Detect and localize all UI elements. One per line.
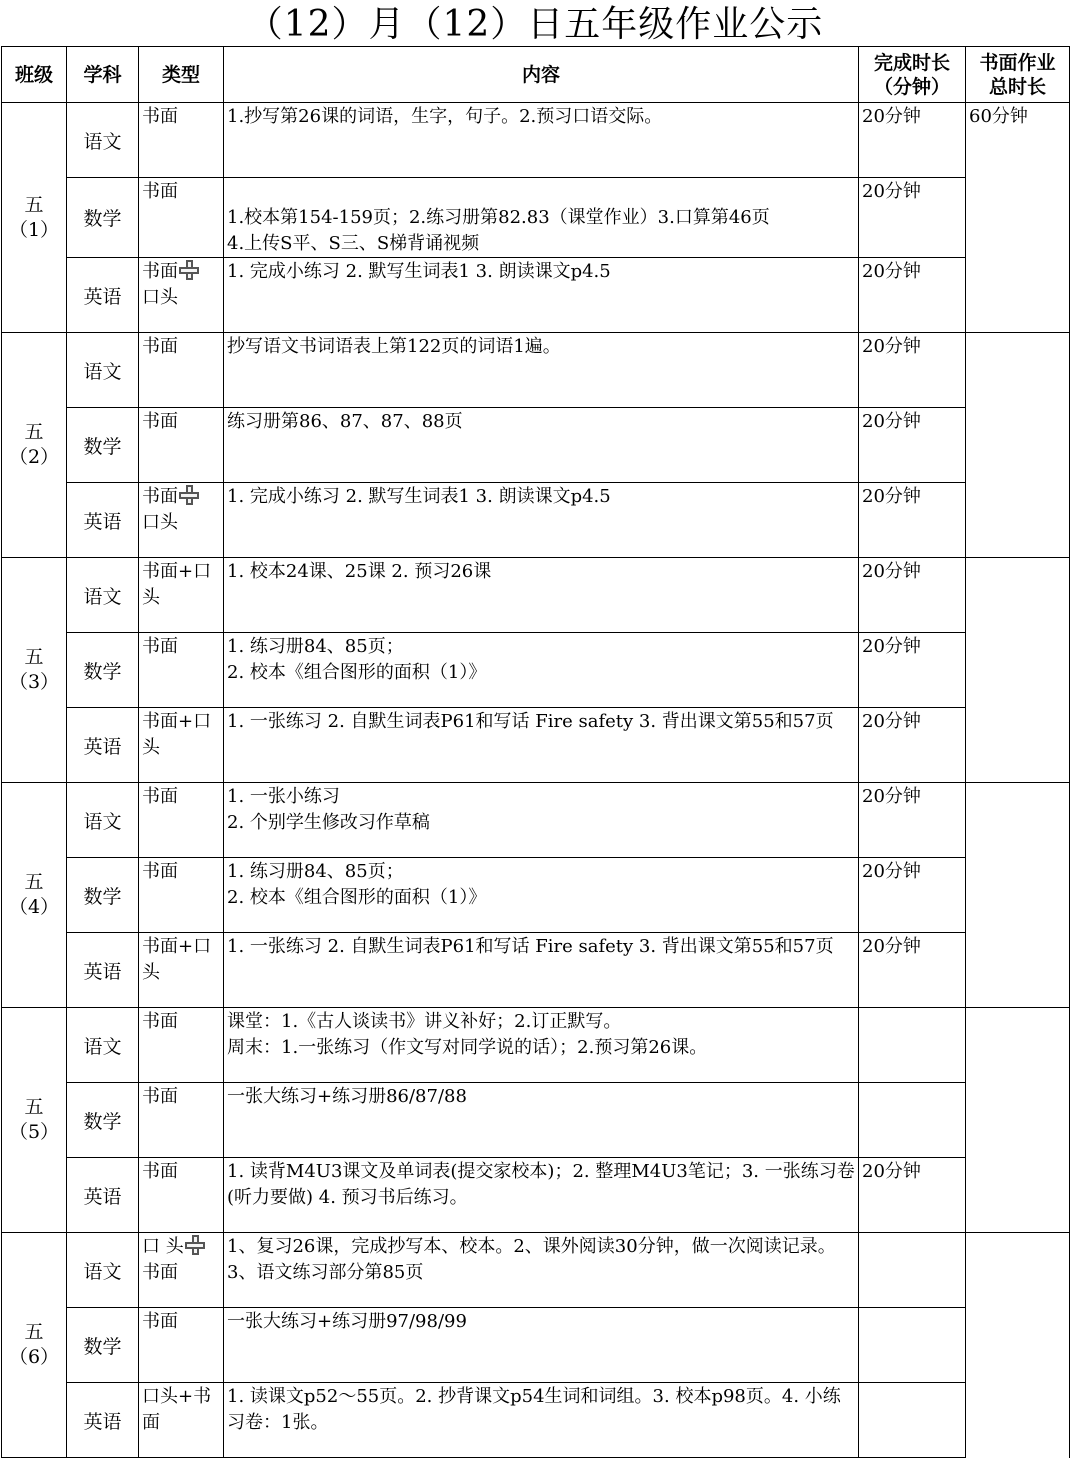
type-cell [139, 178, 224, 258]
header-total: 书面作业 总时长 [966, 47, 1070, 103]
content-text: 1. 完成小练习 2. 默写生词表1 3. 朗读课文p4.5 [227, 261, 611, 282]
time-cell: 20分钟 [859, 708, 966, 783]
content-cell [224, 708, 859, 783]
table-row [2, 1083, 1070, 1158]
class-cell [2, 1008, 67, 1233]
header-subject: 学科 [67, 47, 139, 103]
page-title: （12）月（12）日五年级作业公示 [246, 4, 824, 45]
content-cell [224, 1233, 859, 1308]
type-label: 书面 [142, 1161, 178, 1182]
type-cell [139, 1008, 224, 1083]
content-cell [224, 408, 859, 483]
subject-cell: 英语 [67, 258, 139, 333]
total-cell [966, 333, 1070, 558]
content-cell [224, 1008, 859, 1083]
header-time: 完成时长 （分钟） [859, 47, 966, 103]
subject-cell: 数学 [67, 633, 139, 708]
time-cell: 20分钟 [859, 178, 966, 258]
time-cell [859, 1083, 966, 1158]
subject-cell: 数学 [67, 1083, 139, 1158]
total-cell [966, 1008, 1070, 1233]
table-row [2, 1308, 1070, 1383]
type-label: 口头+书 面 [142, 1386, 212, 1433]
class-name: 五 （2） [8, 421, 60, 468]
type-label: 书面 [142, 261, 178, 282]
content-cell [224, 178, 859, 258]
type-label: 书面 [142, 411, 178, 432]
time-cell [859, 1233, 966, 1308]
total-cell [966, 1233, 1070, 1458]
plus-icon [185, 1235, 205, 1255]
content-cell [224, 933, 859, 1008]
type-label: 书面 [142, 636, 178, 657]
table-row [2, 858, 1070, 933]
content-text: 1. 练习册84、85页； 2. 校本《组合图形的面积（1）》 [227, 861, 487, 908]
content-text: 一张大练习+练习册97/98/99 [227, 1311, 467, 1332]
time-cell: 20分钟 [859, 333, 966, 408]
subject-cell: 语文 [67, 558, 139, 633]
class-cell [2, 103, 67, 333]
subject-cell: 数学 [67, 178, 139, 258]
header-type: 类型 [139, 47, 224, 103]
type-cell [139, 1383, 224, 1458]
type-cell [139, 258, 224, 333]
table-row [2, 1158, 1070, 1233]
subject-cell: 英语 [67, 933, 139, 1008]
content-cell [224, 103, 859, 178]
time-cell: 20分钟 [859, 408, 966, 483]
type-cell [139, 1233, 224, 1308]
class-cell [2, 558, 67, 783]
type-label: 书面 [142, 486, 178, 507]
subject-cell: 英语 [67, 1383, 139, 1458]
table-row [2, 408, 1070, 483]
type-label: 书面 [142, 336, 178, 357]
class-cell [2, 783, 67, 1008]
header-class: 班级 [2, 47, 67, 103]
header-content: 内容 [224, 47, 859, 103]
subject-cell: 数学 [67, 1308, 139, 1383]
type-label: 书面 [142, 861, 178, 882]
type-cell [139, 633, 224, 708]
time-cell: 20分钟 [859, 1158, 966, 1233]
table-row [2, 558, 1070, 633]
time-cell: 20分钟 [859, 933, 966, 1008]
content-cell [224, 783, 859, 858]
content-cell [224, 1083, 859, 1158]
content-cell [224, 1158, 859, 1233]
content-cell [224, 1308, 859, 1383]
table-row [2, 103, 1070, 178]
time-cell [859, 1008, 966, 1083]
subject-cell: 语文 [67, 333, 139, 408]
content-cell [224, 483, 859, 558]
table-row [2, 1008, 1070, 1083]
time-cell: 20分钟 [859, 558, 966, 633]
type-label-second: 口头 [142, 512, 178, 533]
homework-table [1, 46, 1070, 1458]
table-row [2, 178, 1070, 258]
time-cell [859, 1383, 966, 1458]
subject-cell: 语文 [67, 1008, 139, 1083]
type-label: 书面+口 头 [142, 711, 212, 758]
time-cell: 20分钟 [859, 258, 966, 333]
total-cell: 60分钟 [966, 103, 1070, 333]
content-cell [224, 558, 859, 633]
subject-cell: 语文 [67, 103, 139, 178]
subject-cell: 语文 [67, 1233, 139, 1308]
type-label: 口 头 [142, 1236, 184, 1257]
class-name: 五 （1） [8, 193, 60, 241]
type-label: 书面 [142, 106, 178, 127]
class-name: 五 （6） [8, 1321, 60, 1368]
type-label: 书面+口 头 [142, 936, 212, 983]
time-cell: 20分钟 [859, 858, 966, 933]
content-text: 1.校本第154-159页；2.练习册第82.83（课堂作业）3.口算第46页 4.上传S平、S三、S梯背诵视频 [227, 207, 770, 254]
content-cell [224, 1383, 859, 1458]
type-label-second: 口头 [142, 287, 178, 308]
type-label: 书面 [142, 1311, 178, 1332]
table-row [2, 708, 1070, 783]
subject-cell: 英语 [67, 708, 139, 783]
type-cell [139, 103, 224, 178]
content-cell [224, 333, 859, 408]
type-cell [139, 858, 224, 933]
type-cell [139, 1158, 224, 1233]
time-cell: 20分钟 [859, 783, 966, 858]
content-text: 抄写语文书词语表上第122页的词语1遍。 [227, 336, 561, 357]
content-text: 1. 一张练习 2. 自默生词表P61和写话 Fire safety 3. 背出课文第55和57页 [227, 711, 834, 732]
table-row [2, 258, 1070, 333]
content-text: 1. 校本24课、25课 2. 预习26课 [227, 561, 492, 582]
type-cell [139, 783, 224, 858]
content-text: 1. 一张小练习 2. 个别学生修改习作草稿 [227, 786, 430, 833]
content-text: 1、复习26课，完成抄写本、校本。2、课外阅读30分钟，做一次阅读记录。3、语文练习部分第85页 [227, 1236, 836, 1283]
table-row [2, 1383, 1070, 1458]
content-text: 练习册第86、87、87、88页 [227, 411, 463, 432]
table-row [2, 783, 1070, 858]
type-cell [139, 708, 224, 783]
type-label: 书面 [142, 1086, 178, 1107]
content-text: 1. 练习册84、85页； 2. 校本《组合图形的面积（1）》 [227, 636, 487, 683]
type-cell [139, 408, 224, 483]
class-name: 五 （4） [8, 871, 60, 918]
content-text: 1. 一张练习 2. 自默生词表P61和写话 Fire safety 3. 背出课文第55和57页 [227, 936, 834, 957]
subject-cell: 语文 [67, 783, 139, 858]
type-cell [139, 483, 224, 558]
content-cell [224, 858, 859, 933]
content-text: 1. 读背M4U3课文及单词表(提交家校本)；2. 整理M4U3笔记；3. 一张练习卷(听力要做) 4. 预习书后练习。 [227, 1161, 855, 1208]
type-cell [139, 558, 224, 633]
content-text: 1. 完成小练习 2. 默写生词表1 3. 朗读课文p4.5 [227, 486, 611, 507]
plus-icon [179, 260, 199, 280]
class-cell [2, 333, 67, 558]
table-row [2, 333, 1070, 408]
plus-icon [179, 485, 199, 505]
type-label: 书面 [142, 786, 178, 807]
time-cell: 20分钟 [859, 633, 966, 708]
type-cell [139, 1083, 224, 1158]
type-label-second: 书面 [142, 1262, 178, 1283]
table-row [2, 1233, 1070, 1308]
content-text: 1.抄写第26课的词语，生字，句子。2.预习口语交际。 [227, 106, 663, 127]
type-cell [139, 1308, 224, 1383]
content-cell [224, 633, 859, 708]
content-text: 一张大练习+练习册86/87/88 [227, 1086, 467, 1107]
type-cell [139, 333, 224, 408]
content-cell [224, 258, 859, 333]
table-row [2, 633, 1070, 708]
time-cell: 20分钟 [859, 103, 966, 178]
class-name: 五 （3） [8, 646, 60, 693]
total-cell [966, 783, 1070, 1008]
subject-cell: 英语 [67, 483, 139, 558]
table-row [2, 483, 1070, 558]
type-label: 书面 [142, 1011, 178, 1032]
time-cell: 20分钟 [859, 483, 966, 558]
subject-cell: 英语 [67, 1158, 139, 1233]
class-cell [2, 1233, 67, 1458]
time-cell [859, 1308, 966, 1383]
subject-cell: 数学 [67, 858, 139, 933]
type-label: 书面+口 头 [142, 561, 212, 608]
total-cell [966, 558, 1070, 783]
table-row [2, 933, 1070, 1008]
content-text: 1. 读课文p52～55页。2. 抄背课文p54生词和词组。3. 校本p98页。4. 小练习卷：1张。 [227, 1386, 841, 1433]
subject-cell: 数学 [67, 408, 139, 483]
type-label: 书面 [142, 181, 178, 202]
class-name: 五 （5） [8, 1096, 60, 1143]
type-cell [139, 933, 224, 1008]
content-text: 课堂：1.《古人谈读书》讲义补好；2.订正默写。 周末：1.一张练习（作文写对同学说的话）；2.预习第26课。 [227, 1011, 708, 1058]
